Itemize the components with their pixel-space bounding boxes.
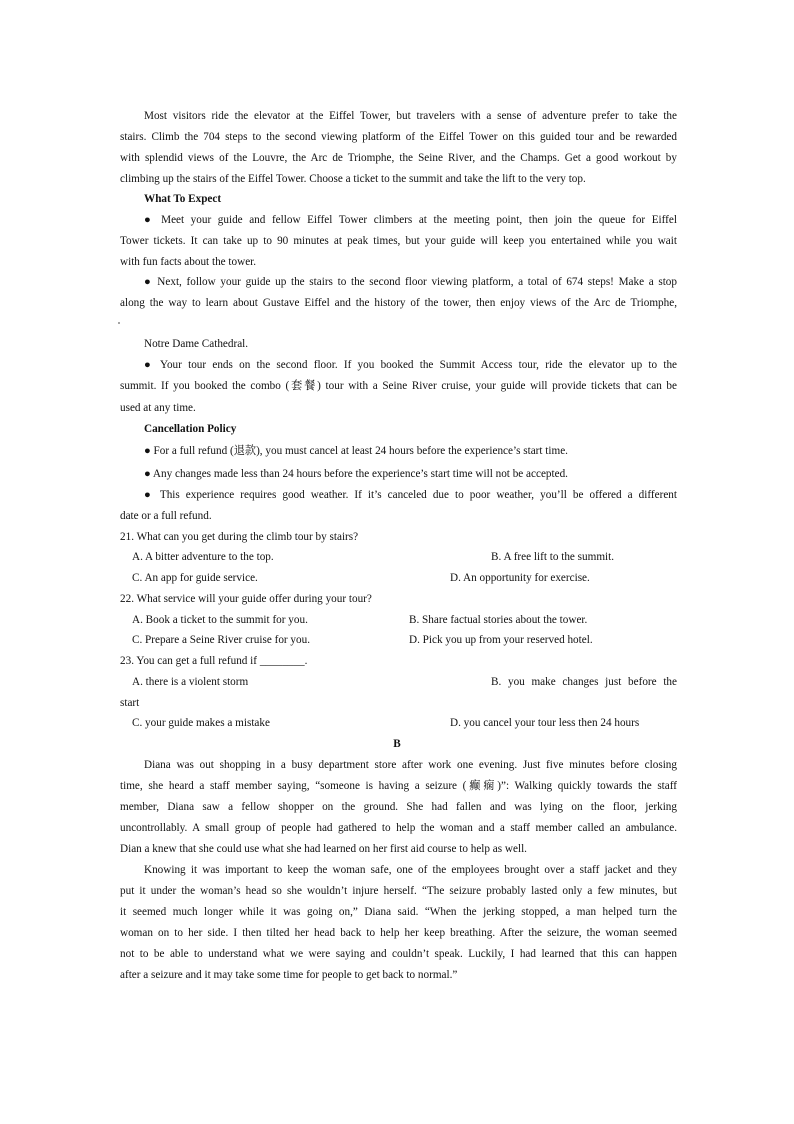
b-line-11: after a seizure and it may take some time for people to get back to normal.” [120, 969, 458, 981]
b-line-7: put it under the woman’s head so she wouldn’t injure herself. “The seizure probably lasted only a few minutes, but [120, 885, 677, 897]
expect-line-1: ● Meet your guide and fellow Eiffel Tower climbers at the meeting point, then join the queue for Eiffel [144, 214, 677, 226]
intro-line-2: stairs. Climb the 704 steps to the second viewing platform of the Eiffel Tower on this guided tour and be rewarded [120, 131, 677, 143]
q23-option-a: A. there is a violent storm [132, 676, 249, 688]
policy-line-1: ● For a full refund (退款), you must cancel at least 24 hours before the experience’s start time. [144, 445, 568, 457]
intro-line-3: with splendid views of the Louvre, the Arc de Triomphe, the Seine River, and the Champs. Get a good workout by [120, 152, 677, 164]
q22-option-d: D. Pick you up from your reserved hotel. [409, 634, 593, 646]
expect-line-2: Tower tickets. It can take up to 90 minutes at peak times, but your guide will keep you entertained while you wait [120, 235, 677, 247]
policy-line-3: ● This experience requires good weather. If it’s canceled due to poor weather, you’ll be offered a different [144, 489, 677, 501]
b-line-5: Dian a knew that she could use what she had learned on her first aid course to help as well. [120, 843, 527, 855]
q22-stem: 22. What service will your guide offer during your tour? [120, 593, 372, 605]
intro-line-4: climbing up the stairs of the Eiffel Tower. Choose a ticket to the summit and take the lift to the very top. [120, 173, 586, 185]
expect-line-4: ● Next, follow your guide up the stairs to the second floor viewing platform, a total of 674 steps! Make a stop [144, 276, 677, 288]
section-b-label: B [393, 738, 401, 750]
b-line-10: not to be able to understand what we were saying and couldn’t speak. Luckily, I had learned that this can happen [120, 948, 677, 960]
expect-heading: What To Expect [144, 193, 222, 205]
q21-option-b: B. A free lift to the summit. [491, 551, 615, 563]
policy-line-4: date or a full refund. [120, 510, 212, 522]
expect-line-8: summit. If you booked the combo (套餐) tour with a Seine River cruise, your guide will provide tickets that can be [120, 380, 677, 392]
q21-option-d: D. An opportunity for exercise. [450, 572, 590, 584]
q23-stem: 23. You can get a full refund if ________. [120, 655, 308, 667]
q21-option-a: A. A bitter adventure to the top. [132, 551, 274, 563]
q22-option-c: C. Prepare a Seine River cruise for you. [132, 634, 311, 646]
q22-option-a: A. Book a ticket to the summit for you. [132, 614, 308, 626]
q22-option-b: B. Share factual stories about the tower. [409, 614, 588, 626]
expect-line-6: Notre Dame Cathedral. [144, 338, 249, 350]
b-line-1: Diana was out shopping in a busy department store after work one evening. Just five minutes before closing [144, 759, 677, 771]
b-line-9: woman on to her side. I then tilted her head back to help her keep breathing. After the seizure, the woman seemed [120, 927, 677, 939]
b-line-6: Knowing it was important to keep the woman safe, one of the employees brought over a staff jacket and they [144, 864, 677, 876]
expect-line-5: along the way to learn about Gustave Eiffel and the history of the tower, then enjoy views of the Arc de Triomphe, [120, 297, 677, 309]
b-line-4: uncontrollably. A small group of people had gathered to help the woman and a staff member called an ambulance. [120, 822, 677, 834]
q23-option-d: D. you cancel your tour less then 24 hours [450, 717, 640, 729]
stray-dot [118, 322, 120, 324]
q21-stem: 21. What can you get during the climb tour by stairs? [120, 531, 359, 543]
expect-line-9: used at any time. [120, 402, 196, 414]
policy-line-2: ● Any changes made less than 24 hours before the experience’s start time will not be accepted. [144, 468, 568, 480]
expect-line-3: with fun facts about the tower. [120, 256, 257, 268]
b-line-2: time, she heard a staff member saying, “someone is having a seizure (癫痫)”: Walking quickly towards the staff [120, 780, 677, 792]
expect-line-7: ● Your tour ends on the second floor. If you booked the Summit Access tour, ride the elevator up to the [144, 359, 677, 371]
q23-option-b-cont: start [120, 697, 140, 709]
b-line-3: member, Diana saw a fellow shopper on the ground. She had fallen and was lying on the floor, jerking [120, 801, 677, 813]
policy-heading: Cancellation Policy [144, 423, 237, 435]
q23-option-c: C. your guide makes a mistake [132, 717, 270, 729]
q21-option-c: C. An app for guide service. [132, 572, 258, 584]
b-line-8: it seemed much longer while it was going on,” Diana said. “When the jerking stopped, a man helped turn the [120, 906, 677, 918]
intro-line-1: Most visitors ride the elevator at the Eiffel Tower, but travelers with a sense of adventure prefer to take the [144, 110, 677, 122]
q23-option-b: B. you make changes just before the [491, 676, 677, 688]
